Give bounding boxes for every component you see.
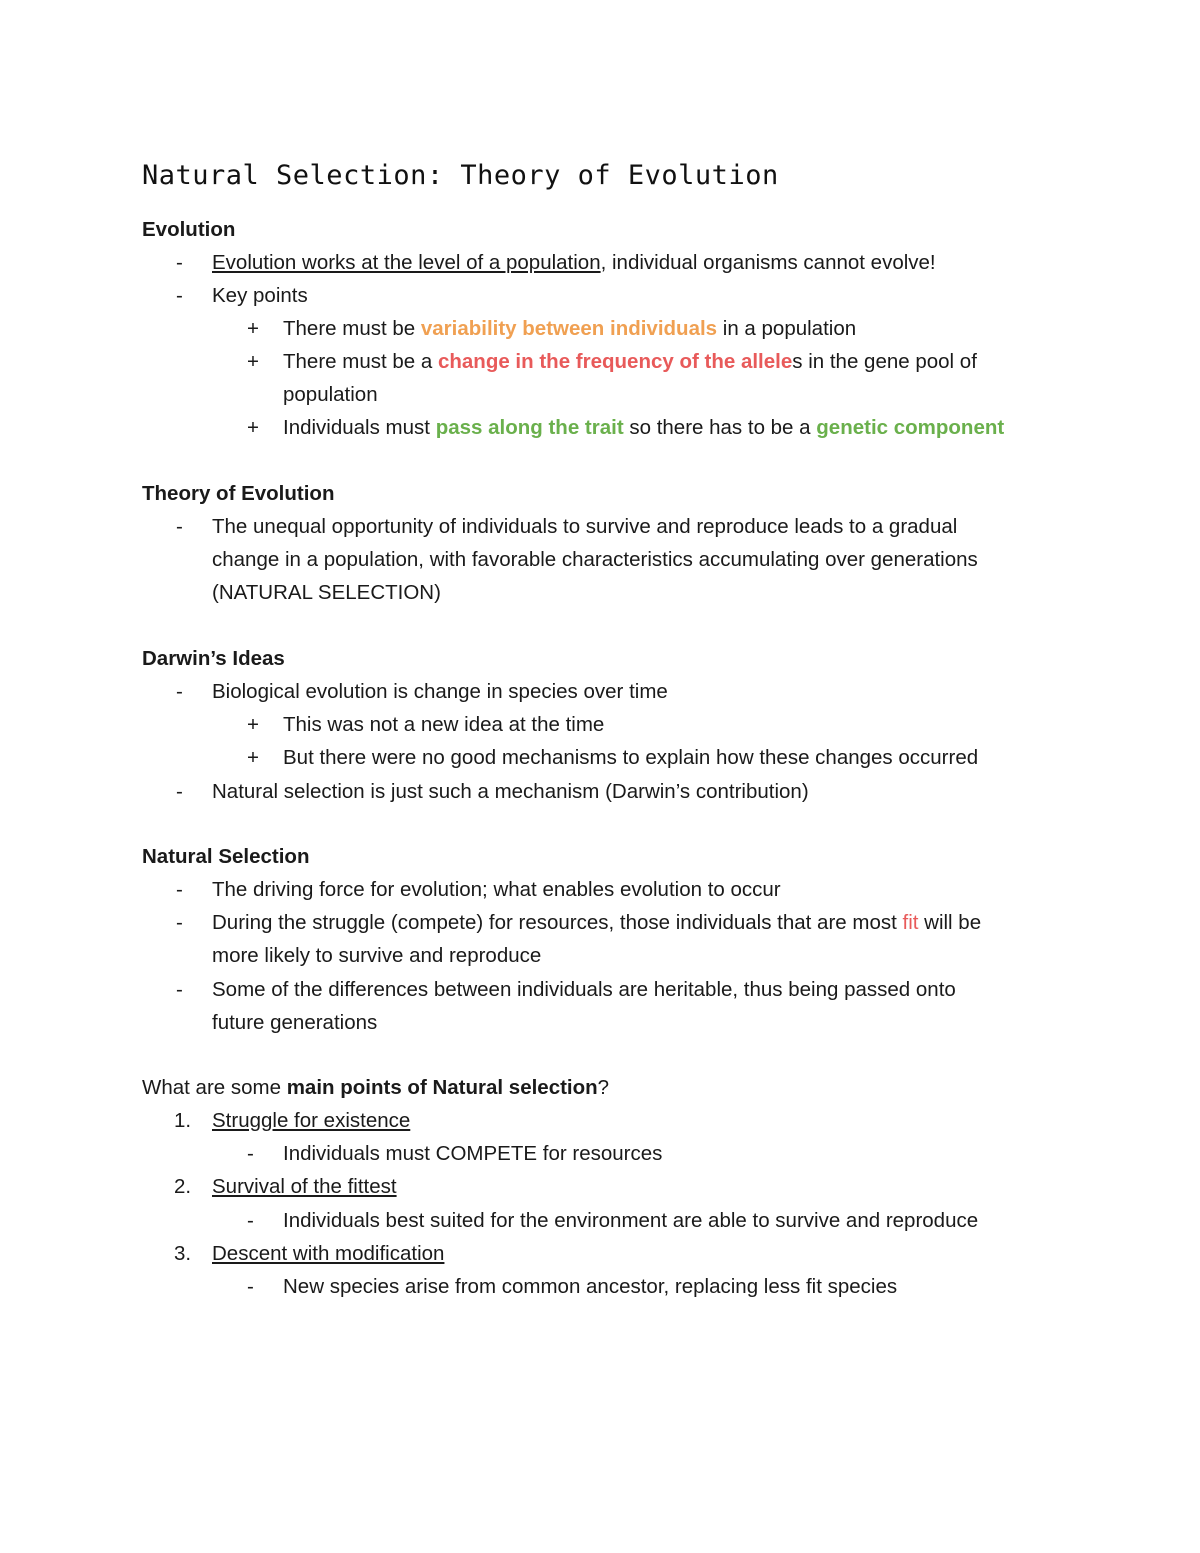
key-point-1: [283, 312, 856, 345]
darwin-point-1: Biological evolution is change in species over time: [212, 680, 668, 703]
dash-bullet: -: [176, 878, 183, 901]
plus-bullet: +: [247, 416, 259, 439]
dash-bullet: -: [176, 780, 183, 803]
plus-bullet: +: [247, 713, 259, 736]
dash-bullet: -: [247, 1275, 254, 1298]
list-number: 1.: [174, 1109, 192, 1132]
text: There must be a: [283, 350, 438, 373]
heading-darwin: Darwin’s Ideas: [142, 647, 285, 670]
heading-evolution: Evolution: [142, 218, 236, 241]
natsel-point-3: Some of the differences between individuals are heritable, thus being passed onto: [212, 978, 956, 1001]
main-point-3: Descent with modification: [212, 1242, 445, 1265]
dash-bullet: -: [176, 680, 183, 703]
highlight-orange: variability between individuals: [420, 317, 718, 340]
text: will be: [918, 911, 982, 934]
list-number: 2.: [174, 1175, 192, 1198]
highlight-green: genetic component: [816, 416, 1005, 439]
text: ?: [597, 1076, 610, 1099]
key-point-2: [283, 345, 977, 378]
darwin-subpoint-1: This was not a new idea at the time: [283, 713, 605, 736]
page-title: Natural Selection: Theory of Evolution: [142, 160, 779, 191]
dash-bullet: -: [247, 1209, 254, 1232]
main-point-3-detail: New species arise from common ancestor, replacing less fit species: [283, 1275, 898, 1298]
plus-bullet: +: [247, 350, 259, 373]
evolution-point-2: Key points: [212, 284, 308, 307]
list-number: 3.: [174, 1242, 192, 1265]
heading-theory: Theory of Evolution: [142, 482, 335, 505]
natsel-point-1: The driving force for evolution; what enables evolution to occur: [212, 878, 781, 901]
plus-bullet: +: [247, 317, 259, 340]
heading-natural-selection: Natural Selection: [142, 845, 310, 868]
key-point-2-cont: population: [283, 383, 378, 406]
theory-line-3: (NATURAL SELECTION): [212, 581, 441, 604]
key-point-3: [283, 411, 1004, 444]
natsel-point-2-cont: more likely to survive and reproduce: [212, 944, 542, 967]
natsel-point-3-cont: future generations: [212, 1011, 378, 1034]
dash-bullet: -: [176, 251, 183, 274]
main-point-2: Survival of the fittest: [212, 1175, 397, 1198]
natsel-point-2: [212, 906, 981, 939]
dash-bullet: -: [176, 911, 183, 934]
evolution-point-1: [212, 246, 936, 279]
main-point-1: Struggle for existence: [212, 1109, 411, 1132]
theory-line-2: change in a population, with favorable characteristics accumulating over generations: [212, 548, 978, 571]
dash-bullet: -: [176, 515, 183, 538]
underlined-text: Evolution works at the level of a population: [212, 251, 601, 274]
bold-text: main points of Natural selection: [286, 1076, 598, 1099]
highlight-green: pass along the trait: [435, 416, 624, 439]
plus-bullet: +: [247, 746, 259, 769]
main-point-2-detail: Individuals best suited for the environment are able to survive and reproduce: [283, 1209, 979, 1232]
text: s in the gene pool of: [792, 350, 977, 373]
dash-bullet: -: [176, 978, 183, 1001]
text: so there has to be a: [623, 416, 817, 439]
text: There must be: [283, 317, 421, 340]
text: Individuals must: [283, 416, 436, 439]
main-points-question: [142, 1071, 609, 1104]
darwin-point-2: Natural selection is just such a mechanism (Darwin’s contribution): [212, 780, 809, 803]
main-point-1-detail: Individuals must COMPETE for resources: [283, 1142, 663, 1165]
theory-line-1: The unequal opportunity of individuals to survive and reproduce leads to a gradual: [212, 515, 958, 538]
dash-bullet: -: [176, 284, 183, 307]
dash-bullet: -: [247, 1142, 254, 1165]
text: in a population: [717, 317, 857, 340]
text: , individual organisms cannot evolve!: [600, 251, 936, 274]
highlight-red: fit: [902, 911, 919, 934]
text: During the struggle (compete) for resources, those individuals that are most: [212, 911, 903, 934]
highlight-red: change in the frequency of the allele: [437, 350, 793, 373]
darwin-subpoint-2: But there were no good mechanisms to explain how these changes occurred: [283, 746, 979, 769]
text: What are some: [142, 1076, 287, 1099]
